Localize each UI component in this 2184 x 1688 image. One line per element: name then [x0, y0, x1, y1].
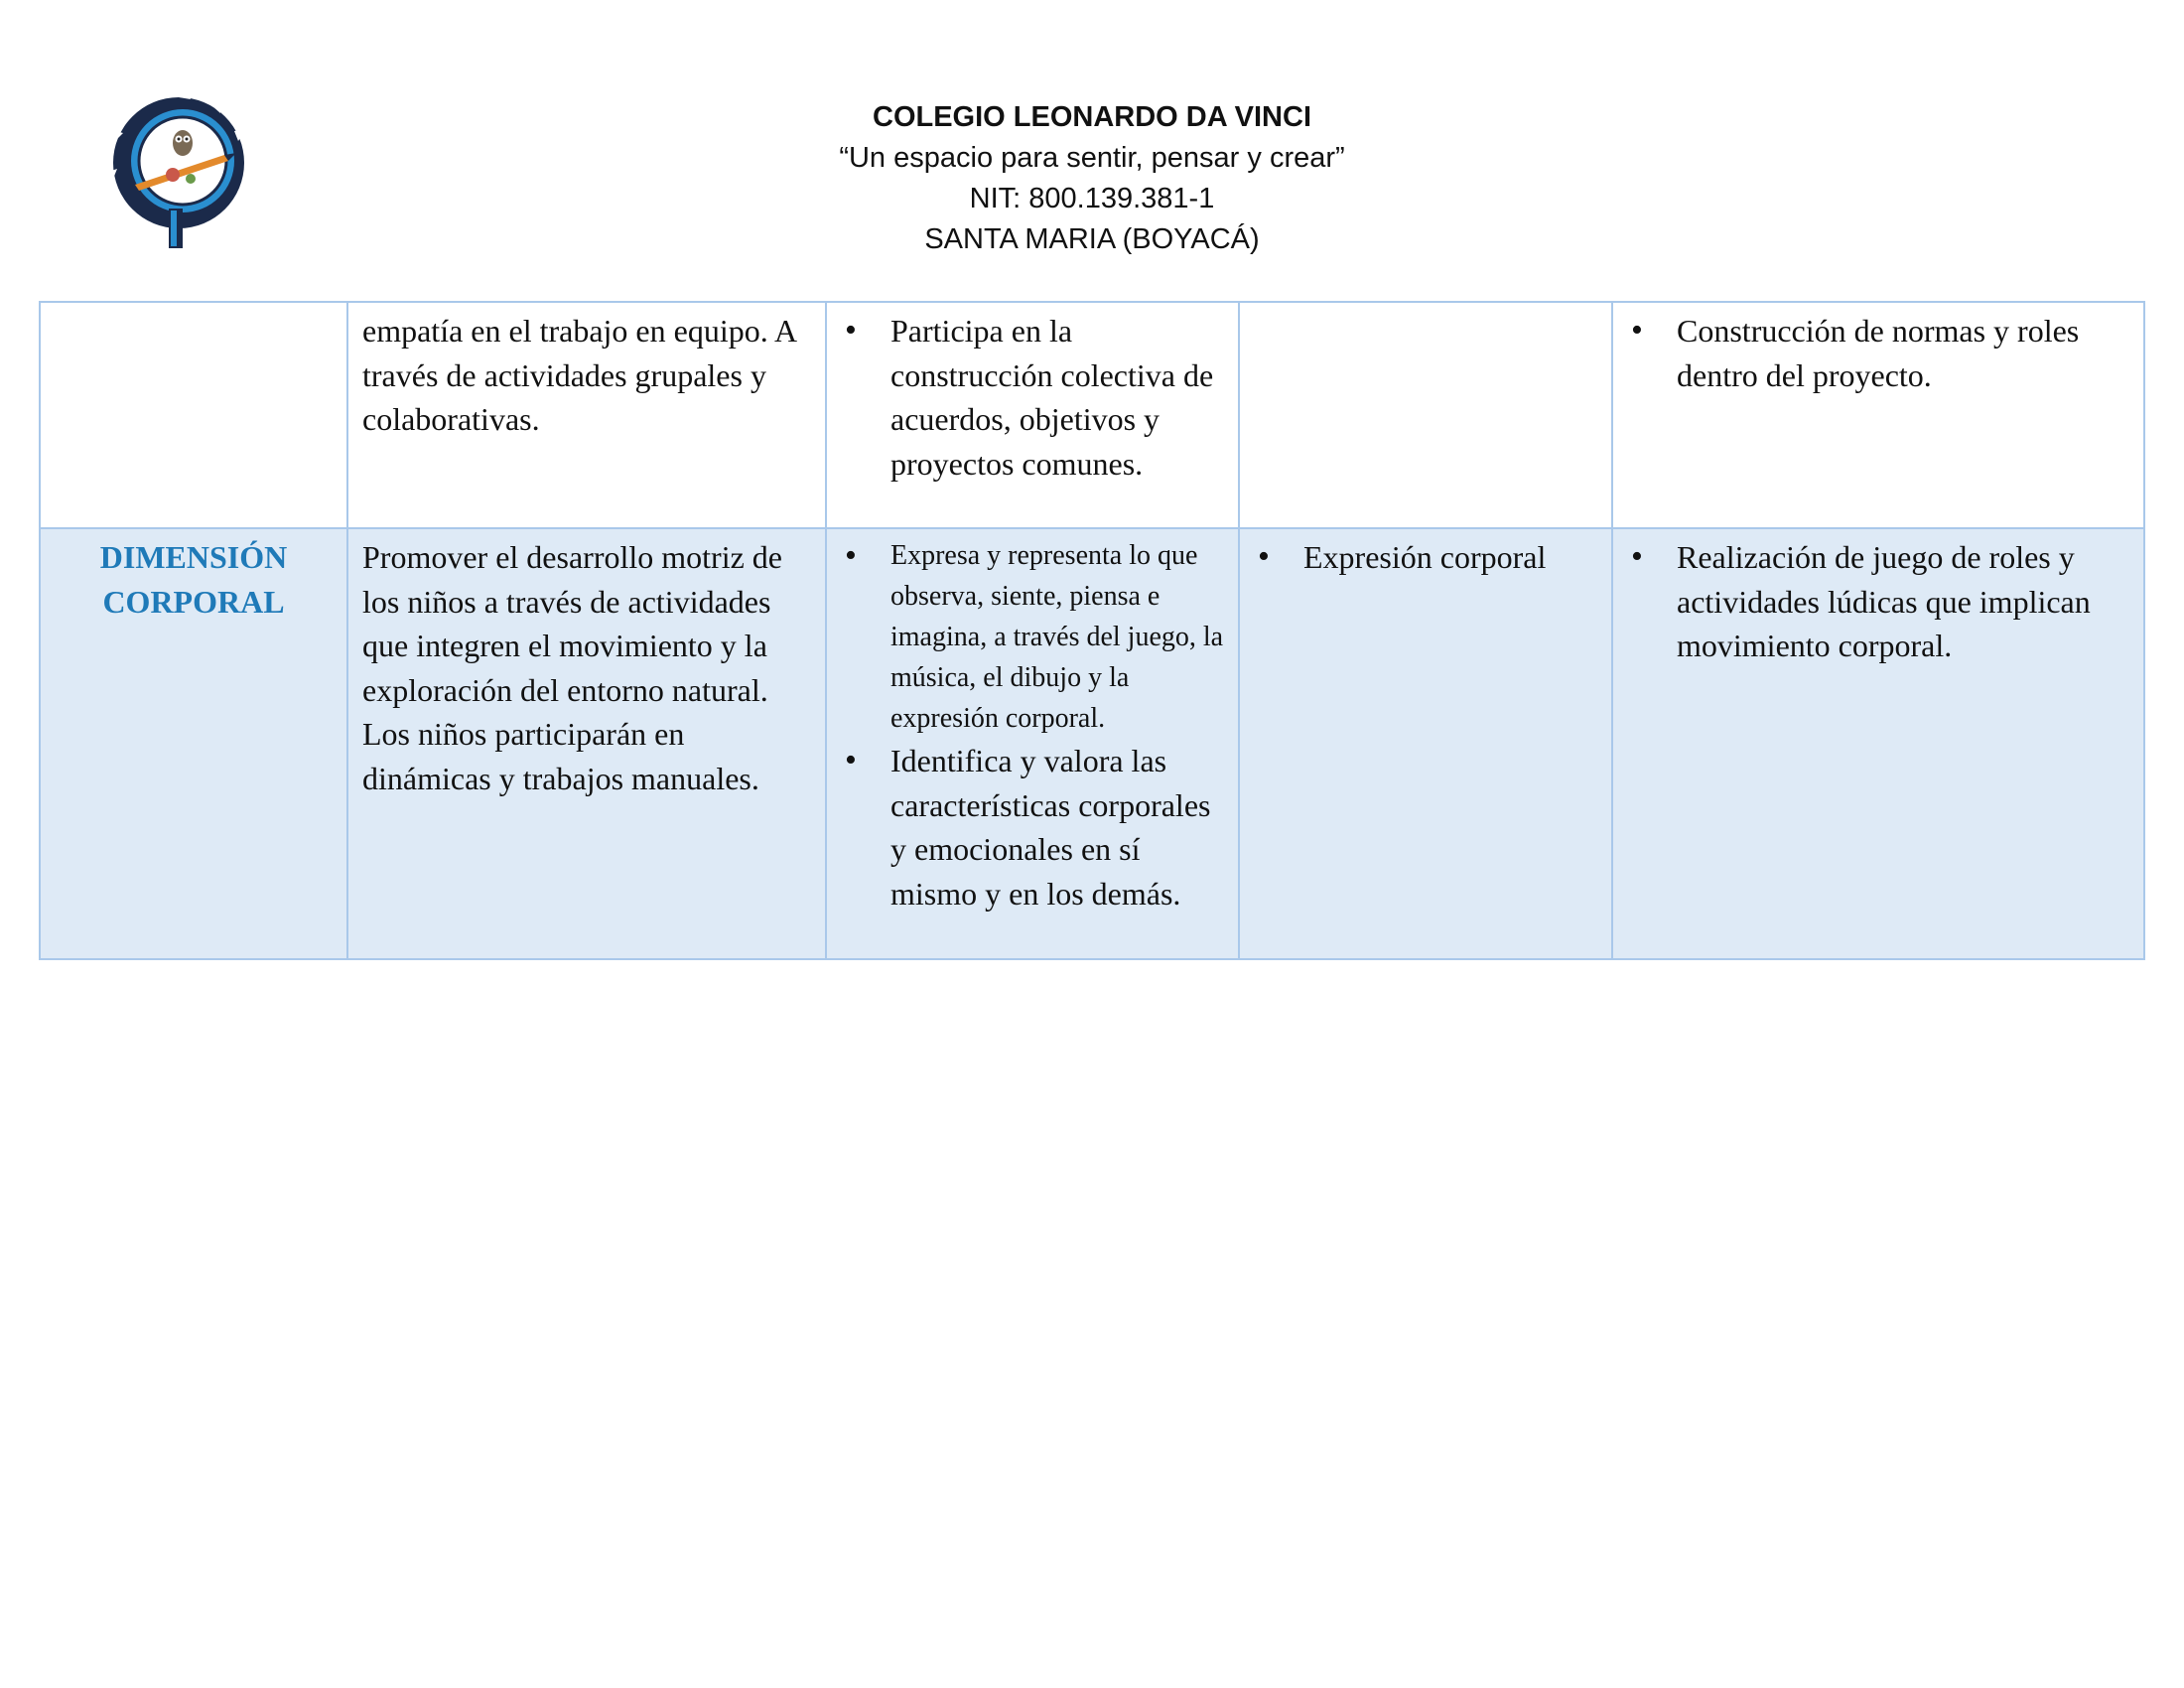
dimension-cell: [40, 302, 347, 528]
dimension-label: DIMENSIÓN CORPORAL: [99, 539, 288, 620]
objective-cell: [347, 528, 826, 959]
table-row: [40, 302, 2144, 528]
indicators-cell: [826, 528, 1239, 959]
list-item: • Identifica y valora las características corporales y emocionales en sí mismo y en los demás.: [841, 739, 1224, 915]
indicator-list: [841, 309, 1224, 486]
competencies-cell: [1239, 528, 1612, 959]
document-header: [0, 97, 2184, 260]
indicators-cell: [826, 302, 1239, 528]
objective-cell: [347, 302, 826, 528]
school-location: SANTA MARIA (BOYACÁ): [924, 223, 1260, 255]
list-item: • Expresión corporal: [1254, 535, 1597, 580]
activity-list: [1627, 309, 2129, 397]
activities-cell: [1612, 302, 2144, 528]
competencies-cell: [1239, 302, 1612, 528]
list-item: • Realización de juego de roles y actividades lúdicas que implican movimiento corporal.: [1627, 535, 2129, 668]
school-nit: NIT: 800.139.381-1: [969, 183, 1215, 214]
list-item: • Participa en la construcción colectiva de acuerdos, objetivos y proyectos comunes.: [841, 309, 1224, 486]
activities-cell: [1612, 528, 2144, 959]
dimension-cell: [40, 528, 347, 959]
activity-list: [1627, 535, 2129, 668]
competency-list: [1254, 535, 1597, 580]
school-motto: “Un espacio para sentir, pensar y crear”: [839, 142, 1345, 174]
table-row: [40, 528, 2144, 959]
list-item: • Expresa y representa lo que observa, siente, piensa e imagina, a través del juego, la música, el dibujo y la expresión corporal.: [841, 535, 1224, 739]
objective-text: empatía en el trabajo en equipo. A través de actividades grupales y colaborativas.: [362, 313, 796, 437]
objective-text: Promover el desarrollo motriz de los niños a través de actividades que integren el movimiento y la exploración del entorno natural. Los niños participarán en dinámicas y trabajos manuales.: [362, 539, 782, 796]
indicator-list: [841, 535, 1224, 915]
school-name: COLEGIO LEONARDO DA VINCI: [873, 101, 1311, 133]
planning-table: [39, 301, 2145, 960]
list-item: • Construcción de normas y roles dentro del proyecto.: [1627, 309, 2129, 397]
